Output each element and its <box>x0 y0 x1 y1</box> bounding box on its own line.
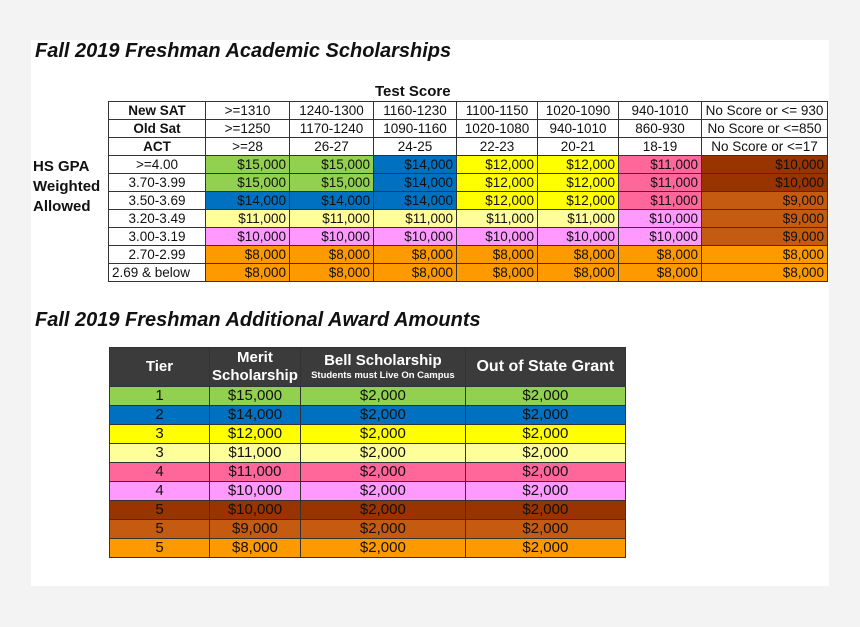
test-score-label: Test Score <box>375 83 451 100</box>
award-amount-cell: $9,000 <box>702 192 828 210</box>
bell-cell: $2,000 <box>300 463 465 482</box>
score-row <box>109 120 828 138</box>
bell-cell: $2,000 <box>300 482 465 501</box>
award-amount-cell: $9,000 <box>702 210 828 228</box>
merit-cell: $15,000 <box>210 387 301 406</box>
award-amount-cell: $8,000 <box>290 246 374 264</box>
tier-cell: 2 <box>110 406 210 425</box>
gpa-row <box>109 228 828 246</box>
award-amount-cell: $10,000 <box>702 174 828 192</box>
award-amount-cell: $10,000 <box>538 228 619 246</box>
bell-cell: $2,000 <box>300 406 465 425</box>
gpa-row <box>109 192 828 210</box>
award-amount-cell: $12,000 <box>457 156 538 174</box>
award-amount-cell: $11,000 <box>538 210 619 228</box>
bell-cell: $2,000 <box>300 539 465 558</box>
award-row <box>110 482 626 501</box>
score-range-cell: 1240-1300 <box>290 102 374 120</box>
tier-cell: 4 <box>110 482 210 501</box>
score-range-cell: 20-21 <box>538 138 619 156</box>
score-range-cell: 1170-1240 <box>290 120 374 138</box>
gpa-row <box>109 246 828 264</box>
score-range-cell: 1020-1080 <box>457 120 538 138</box>
award-amount-cell: $11,000 <box>619 192 702 210</box>
out-of-state-cell: $2,000 <box>465 482 625 501</box>
score-range-cell: 1090-1160 <box>374 120 457 138</box>
out-of-state-cell: $2,000 <box>465 539 625 558</box>
tier-cell: 3 <box>110 444 210 463</box>
award-amount-cell: $11,000 <box>457 210 538 228</box>
scholarships-title: Fall 2019 Freshman Academic Scholarships <box>35 40 452 62</box>
award-amount-cell: $14,000 <box>290 192 374 210</box>
award-amount-cell: $12,000 <box>538 192 619 210</box>
bell-header-line2: Students must Live On Campus <box>311 370 455 381</box>
merit-cell: $10,000 <box>210 501 301 520</box>
tier-cell: 1 <box>110 387 210 406</box>
tier-cell: 4 <box>110 463 210 482</box>
award-amount-cell: $11,000 <box>619 174 702 192</box>
score-row-label: Old Sat <box>109 120 206 138</box>
merit-cell: $14,000 <box>210 406 301 425</box>
award-amount-cell: $10,000 <box>374 228 457 246</box>
tier-cell: 5 <box>110 501 210 520</box>
award-amount-cell: $11,000 <box>206 210 290 228</box>
award-amount-cell: $10,000 <box>702 156 828 174</box>
merit-cell: $11,000 <box>210 463 301 482</box>
merit-cell: $8,000 <box>210 539 301 558</box>
award-amount-cell: $10,000 <box>290 228 374 246</box>
score-range-cell: 1100-1150 <box>457 102 538 120</box>
bell-cell: $2,000 <box>300 425 465 444</box>
bell-header <box>300 348 465 387</box>
award-amount-cell: $14,000 <box>374 192 457 210</box>
award-amount-cell: $8,000 <box>374 246 457 264</box>
award-amount-cell: $15,000 <box>290 156 374 174</box>
award-row <box>110 406 626 425</box>
out-of-state-cell: $2,000 <box>465 501 625 520</box>
award-amount-cell: $11,000 <box>290 210 374 228</box>
out-of-state-cell: $2,000 <box>465 425 625 444</box>
award-amount-cell: $15,000 <box>206 174 290 192</box>
tier-cell: 5 <box>110 539 210 558</box>
score-range-cell: 18-19 <box>619 138 702 156</box>
score-range-cell: 1160-1230 <box>374 102 457 120</box>
score-range-cell: 940-1010 <box>619 102 702 120</box>
score-row <box>109 102 828 120</box>
award-row <box>110 387 626 406</box>
award-amount-cell: $10,000 <box>457 228 538 246</box>
score-range-cell: 22-23 <box>457 138 538 156</box>
gpa-row <box>109 174 828 192</box>
award-amount-cell: $12,000 <box>457 174 538 192</box>
out-of-state-header: Out of State Grant <box>465 348 625 387</box>
gpa-range-cell: 3.20-3.49 <box>109 210 206 228</box>
award-amount-cell: $10,000 <box>619 210 702 228</box>
gpa-row <box>109 210 828 228</box>
award-amount-cell: $12,000 <box>538 156 619 174</box>
award-amount-cell: $15,000 <box>290 174 374 192</box>
bell-cell: $2,000 <box>300 520 465 539</box>
score-range-cell: 940-1010 <box>538 120 619 138</box>
award-amount-cell: $8,000 <box>457 246 538 264</box>
score-row-label: ACT <box>109 138 206 156</box>
award-amount-cell: $10,000 <box>206 228 290 246</box>
award-amount-cell: $14,000 <box>374 174 457 192</box>
score-range-cell: No Score or <=850 <box>702 120 828 138</box>
gpa-row <box>109 264 828 282</box>
tier-cell: 3 <box>110 425 210 444</box>
scholarship-matrix <box>108 101 828 282</box>
award-amount-cell: $8,000 <box>702 246 828 264</box>
award-amount-cell: $8,000 <box>619 246 702 264</box>
tier-cell: 5 <box>110 520 210 539</box>
score-row <box>109 138 828 156</box>
bell-cell: $2,000 <box>300 387 465 406</box>
award-amount-cell: $10,000 <box>619 228 702 246</box>
award-amount-cell: $8,000 <box>538 246 619 264</box>
bell-header-line1: Bell Scholarship <box>324 352 442 369</box>
out-of-state-cell: $2,000 <box>465 520 625 539</box>
award-row <box>110 425 626 444</box>
out-of-state-cell: $2,000 <box>465 444 625 463</box>
gpa-range-cell: 3.00-3.19 <box>109 228 206 246</box>
award-amount-cell: $14,000 <box>206 192 290 210</box>
award-amount-cell: $8,000 <box>206 246 290 264</box>
award-header-row <box>110 348 626 387</box>
hs-gpa-label: HS GPA Weighted Allowed <box>33 158 101 215</box>
score-range-cell: 24-25 <box>374 138 457 156</box>
gpa-range-cell: 3.70-3.99 <box>109 174 206 192</box>
award-amount-cell: $14,000 <box>374 156 457 174</box>
gpa-range-cell: 2.70-2.99 <box>109 246 206 264</box>
award-amount-cell: $12,000 <box>538 174 619 192</box>
award-amount-cell: $12,000 <box>457 192 538 210</box>
score-range-cell: >=1250 <box>206 120 290 138</box>
gpa-range-cell: 3.50-3.69 <box>109 192 206 210</box>
out-of-state-cell: $2,000 <box>465 463 625 482</box>
award-row <box>110 444 626 463</box>
award-amount-cell: $11,000 <box>619 156 702 174</box>
gpa-range-cell: 2.69 & below <box>109 264 206 282</box>
merit-cell: $11,000 <box>210 444 301 463</box>
score-range-cell: >=28 <box>206 138 290 156</box>
score-range-cell: 26-27 <box>290 138 374 156</box>
award-amount-cell: $11,000 <box>374 210 457 228</box>
award-amount-cell: $8,000 <box>290 264 374 282</box>
out-of-state-cell: $2,000 <box>465 406 625 425</box>
tier-header: Tier <box>110 348 210 387</box>
gpa-row <box>109 156 828 174</box>
score-range-cell: No Score or <=17 <box>702 138 828 156</box>
award-amount-cell: $8,000 <box>619 264 702 282</box>
score-range-cell: >=1310 <box>206 102 290 120</box>
score-range-cell: No Score or <= 930 <box>702 102 828 120</box>
bell-cell: $2,000 <box>300 444 465 463</box>
merit-cell: $12,000 <box>210 425 301 444</box>
gpa-range-cell: >=4.00 <box>109 156 206 174</box>
score-range-cell: 860-930 <box>619 120 702 138</box>
award-amount-cell: $8,000 <box>206 264 290 282</box>
award-amount-cell: $15,000 <box>206 156 290 174</box>
award-row <box>110 501 626 520</box>
merit-header-line1: Merit <box>237 349 273 366</box>
merit-header-line2: Scholarship <box>212 367 298 384</box>
bell-cell: $2,000 <box>300 501 465 520</box>
award-amount-cell: $9,000 <box>702 228 828 246</box>
merit-cell: $10,000 <box>210 482 301 501</box>
additional-awards-title: Fall 2019 Freshman Additional Award Amounts <box>35 309 481 331</box>
award-amount-cell: $8,000 <box>457 264 538 282</box>
merit-header <box>210 348 301 387</box>
award-row <box>110 539 626 558</box>
award-amounts-table <box>109 347 626 558</box>
award-amount-cell: $8,000 <box>538 264 619 282</box>
award-row <box>110 520 626 539</box>
score-row-label: New SAT <box>109 102 206 120</box>
award-row <box>110 463 626 482</box>
award-amount-cell: $8,000 <box>374 264 457 282</box>
merit-cell: $9,000 <box>210 520 301 539</box>
out-of-state-cell: $2,000 <box>465 387 625 406</box>
score-range-cell: 1020-1090 <box>538 102 619 120</box>
award-amount-cell: $8,000 <box>702 264 828 282</box>
